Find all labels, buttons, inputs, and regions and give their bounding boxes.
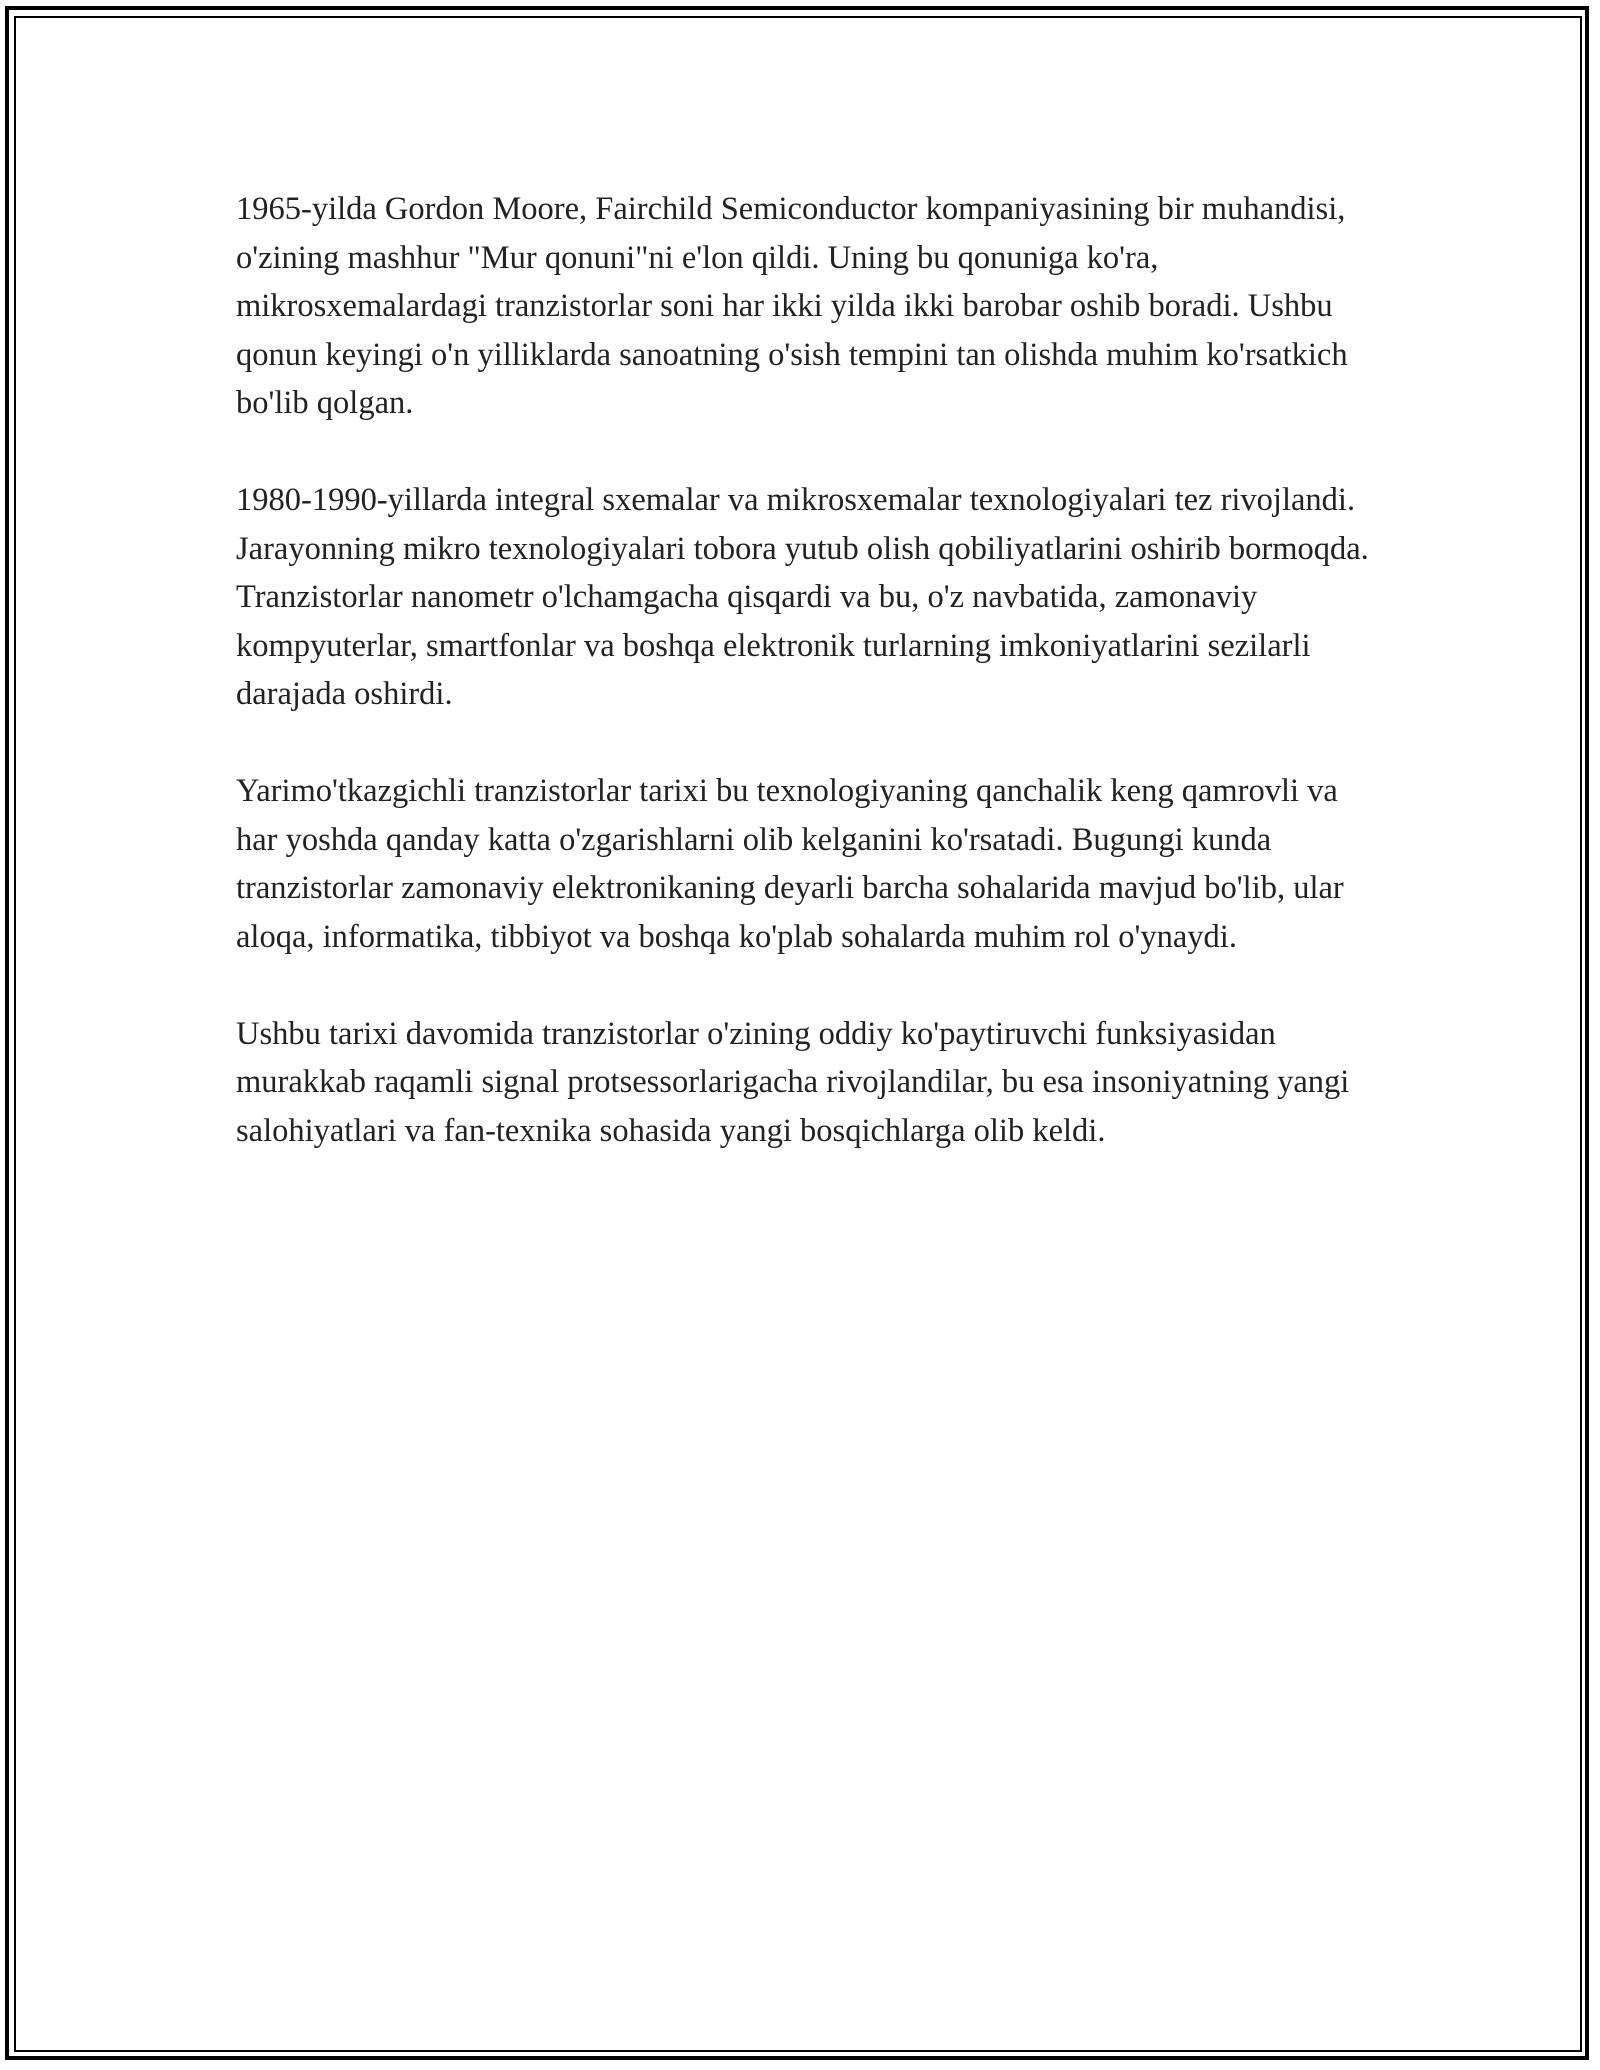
paragraph-transistor-history: Yarimo'tkazgichli tranzistorlar tarixi bu texnologiyaning qanchalik keng qamrovli va har yoshda qanday katta o'zgarishlarni olib kelganini ko'rsatadi. Bugungi kunda tranzistorlar zamonaviy elektronikaning deyarli barcha sohalarida mavjud bo'lib, ular aloqa, informatika, tibbiyot va boshqa ko'plab sohalarda muhim rol o'ynaydi.: [236, 773, 1344, 955]
paragraph-conclusion: Ushbu tarixi davomida tranzistorlar o'zining oddiy ko'paytiruvchi funksiyasidan murakkab raqamli signal protsessorlarigacha rivojlandilar, bu esa insoniyatning yangi salohiyatlari va fan-texnika sohasida yangi bosqichlarga olib keldi.: [236, 1015, 1350, 1149]
document-body: [236, 185, 1386, 1204]
paragraph-integral-circuits: 1980-1990-yillarda integral sxemalar va mikrosxemalar texnologiyalari tez rivojlandi. Jarayonning mikro texnologiyalari tobora yutub olish qobiliyatlarini oshirib bormoqda. Tranzistorlar nanometr o'lchamgacha qisqardi va bu, o'z navbatida, zamonaviy kompyuterlar, smartfonlar va boshqa elektronik turlarning imkoniyatlarini sezilarli darajada oshirdi.: [236, 482, 1369, 712]
paragraph-moores-law: 1965-yilda Gordon Moore, Fairchild Semiconductor kompaniyasining bir muhandisi, o'zining mashhur "Mur qonuni"ni e'lon qildi. Uning bu qonuniga ko'ra, mikrosxemalardagi tranzistorlar soni har ikki yilda ikki barobar oshib boradi. Ushbu qonun keyingi o'n yilliklarda sanoatning o'sish tempini tan olishda muhim ko'rsatkich bo'lib qolgan.: [236, 191, 1348, 421]
